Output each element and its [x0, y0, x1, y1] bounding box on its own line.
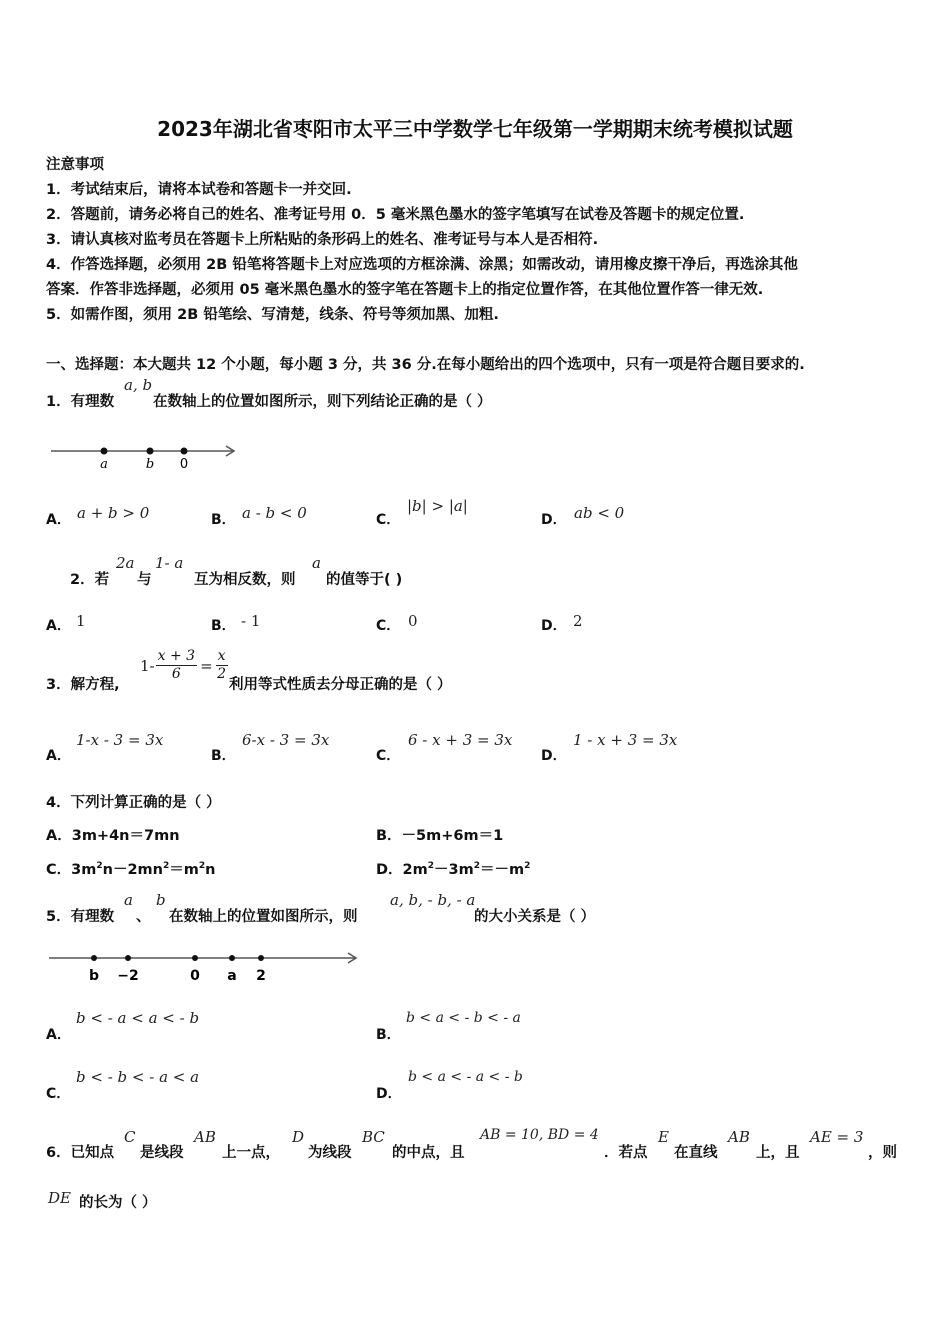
q2-option-d-label: D．: [541, 618, 567, 634]
q4-stem: 4．下列计算正确的是（ ）: [46, 795, 221, 811]
q6-text-5: 的中点，且: [392, 1145, 465, 1161]
q4-option-d-label: D．: [376, 862, 403, 878]
q5-stem-post: 的大小关系是（ ）: [474, 909, 596, 925]
q5-var-a: a: [124, 891, 133, 909]
q3-stem-post: 利用等式性质去分母正确的是（ ）: [229, 677, 452, 693]
q6-condition: AB = 10, BD = 4: [480, 1127, 599, 1143]
q5-var-b: b: [156, 891, 166, 909]
notice-heading: 注意事项: [46, 157, 104, 173]
q6-de: DE: [48, 1189, 71, 1207]
q3-stem-pre: 3．解方程,: [46, 677, 120, 693]
q5-stem-pre: 5．有理数: [46, 909, 115, 925]
q3-option-d: 1 - x + 3 = 3x: [573, 731, 678, 749]
notice-item: 4．作答选择题，必须用 2B 铅笔将答题卡上对应选项的方框涂满、涂黑；如需改动，请用橡皮擦干净后，再选涂其他: [46, 257, 798, 273]
q3-equation: [140, 648, 228, 683]
q1-number-line: [46, 440, 246, 474]
notice-item: 1．考试结束后，请将本试卷和答题卡一并交回.: [46, 182, 352, 198]
q4-option-b-label: B．: [376, 828, 402, 844]
q6-text-8: 上，且: [756, 1145, 800, 1161]
q3-option-a-label: A．: [46, 748, 71, 764]
q6-text-2: 是线段: [140, 1145, 184, 1161]
q2-option-c-label: C．: [376, 618, 401, 634]
q4-option-a: [46, 824, 180, 845]
q2-stem-mid: 与: [137, 572, 152, 588]
q3-equals: =: [200, 656, 213, 675]
q1-option-a-label: A．: [46, 512, 71, 528]
q4-option-b: [376, 824, 503, 845]
q1-option-c-label: C．: [376, 512, 401, 528]
q3-lhs: 1-: [140, 656, 155, 675]
axis-label-a: a: [227, 968, 237, 984]
q5-option-c: b < - b < - a < a: [76, 1068, 200, 1086]
q3-den-1: 6: [171, 666, 181, 682]
q4-option-a-label: A．: [46, 828, 72, 844]
q6-text-9: ，则: [868, 1145, 897, 1161]
q6-point-c: C: [124, 1128, 136, 1146]
q5-option-a-label: A．: [46, 1027, 71, 1043]
q6-point-d: D: [292, 1128, 305, 1146]
q6-text-7: 在直线: [674, 1145, 718, 1161]
point-a: [229, 955, 235, 961]
q2-option-b: - 1: [241, 612, 261, 630]
q6-text-6: ．若点: [604, 1145, 648, 1161]
q1-option-d: ab < 0: [574, 504, 625, 522]
point-b: [91, 955, 97, 961]
q3-option-c: 6 - x + 3 = 3x: [408, 731, 513, 749]
q5-option-c-label: C．: [46, 1086, 71, 1102]
q6-text-10: 的长为（ ）: [79, 1195, 157, 1211]
page-title: 2023年湖北省枣阳市太平三中学数学七年级第一学期期末统考模拟试题: [157, 117, 793, 141]
q5-expr: a, b, - b, - a: [390, 891, 476, 909]
point-two: [258, 955, 264, 961]
q5-stem-mid: 在数轴上的位置如图所示，则: [169, 909, 358, 925]
q4-option-d: D．$2m^2-3m^2=-m^2$: [376, 861, 531, 878]
point-minus-two: [125, 955, 131, 961]
q2-option-a: 1: [76, 612, 86, 630]
q1-option-b: a - b < 0: [242, 504, 307, 522]
section-heading: 一、选择题：本大题共 12 个小题，每小题 3 分，共 36 分.在每小题给出的四个选项中，只有一项是符合题目要求的.: [46, 357, 805, 373]
q4-option-c: C．$3m^2n-2mn^2=m^2n$: [46, 861, 216, 878]
q2-stem-post1: 互为相反数，则: [194, 572, 296, 588]
q3-num-1: x + 3: [157, 648, 196, 664]
q3-option-b: 6-x - 3 = 3x: [242, 731, 330, 749]
q1-option-b-label: B．: [211, 512, 236, 528]
q1-stem-pre: 1．有理数: [46, 394, 115, 410]
q4-option-b-text: －5m+6m＝1: [401, 828, 504, 844]
q2-option-a-label: A．: [46, 618, 71, 634]
q2-option-d: 2: [573, 612, 583, 630]
notice-item: 5．如需作图，须用 2B 铅笔绘、写清楚，线条、符号等须加黑、加粗.: [46, 307, 499, 323]
q3-fraction-2: [216, 648, 228, 683]
q5-option-b: b < a < - b < - a: [406, 1010, 521, 1026]
q2-option-c: 0: [408, 612, 418, 630]
q3-option-b-label: B．: [211, 748, 236, 764]
q2-option-b-label: B．: [211, 618, 236, 634]
q3-option-a: 1-x - 3 = 3x: [76, 731, 164, 749]
axis-label-zero: 0: [190, 968, 200, 984]
q3-option-d-label: D．: [541, 748, 567, 764]
q3-fraction-1: [156, 648, 197, 683]
q5-number-line: [46, 948, 364, 988]
q6-point-e: E: [658, 1128, 669, 1146]
q2-stem-post2: 的值等于( ): [326, 572, 403, 588]
axis-label-two: 2: [256, 968, 266, 984]
q1-option-a: a + b > 0: [77, 504, 150, 522]
axis-label-zero: 0: [179, 457, 189, 472]
q5-sep: 、: [136, 909, 151, 925]
axis-label-minus-two: −2: [117, 968, 139, 984]
q2-expr-2: 1- a: [155, 554, 184, 572]
q5-option-a: b < - a < a < - b: [76, 1009, 200, 1027]
q6-line-ab: AB: [728, 1128, 750, 1146]
point-a: [101, 448, 108, 455]
axis-label-b: b: [88, 968, 100, 984]
q2-var: a: [312, 554, 321, 572]
axis-label-b: b: [145, 457, 155, 472]
axis-label-a: a: [100, 457, 108, 472]
q2-stem-pre: 2．若: [70, 572, 110, 588]
notice-item: 2．答题前，请务必将自己的姓名、准考证号用 0．5 毫米黑色墨水的签字笔填写在试卷及答题卡的规定位置.: [46, 207, 745, 223]
point-b: [147, 448, 154, 455]
q6-ae: AE = 3: [810, 1128, 864, 1146]
q3-den-2: 2: [217, 666, 227, 682]
q6-text-4: 为线段: [308, 1145, 352, 1161]
q5-option-b-label: B．: [376, 1027, 401, 1043]
q1-option-d-label: D．: [541, 512, 567, 528]
notice-item: 3．请认真核对监考员在答题卡上所粘贴的条形码上的姓名、准考证号与本人是否相符.: [46, 232, 599, 248]
notice-item: 答案．作答非选择题，必须用 05 毫米黑色墨水的签字笔在答题卡上的指定位置作答，在其他位置作答一律无效.: [46, 282, 764, 298]
q4-option-c-label: C．: [46, 862, 72, 878]
point-zero: [181, 448, 188, 455]
q5-option-d-label: D．: [376, 1086, 402, 1102]
q3-option-c-label: C．: [376, 748, 401, 764]
q1-stem-post: 在数轴上的位置如图所示，则下列结论正确的是（ ）: [153, 394, 492, 410]
q6-segment-ab: AB: [194, 1128, 216, 1146]
q6-segment-bc: BC: [362, 1128, 385, 1146]
q1-var: a, b: [124, 376, 153, 394]
q6-text-3: 上一点，: [222, 1145, 280, 1161]
point-zero: [192, 955, 198, 961]
q4-option-a-text: 3m+4n＝7mn: [71, 828, 180, 844]
q6-text-1: 6．已知点: [46, 1145, 115, 1161]
q3-num-2: x: [217, 648, 226, 664]
q5-option-d: b < a < - a < - b: [408, 1069, 523, 1085]
q1-option-c: |b| > |a|: [407, 497, 468, 515]
q2-expr-1: 2a: [116, 554, 135, 572]
